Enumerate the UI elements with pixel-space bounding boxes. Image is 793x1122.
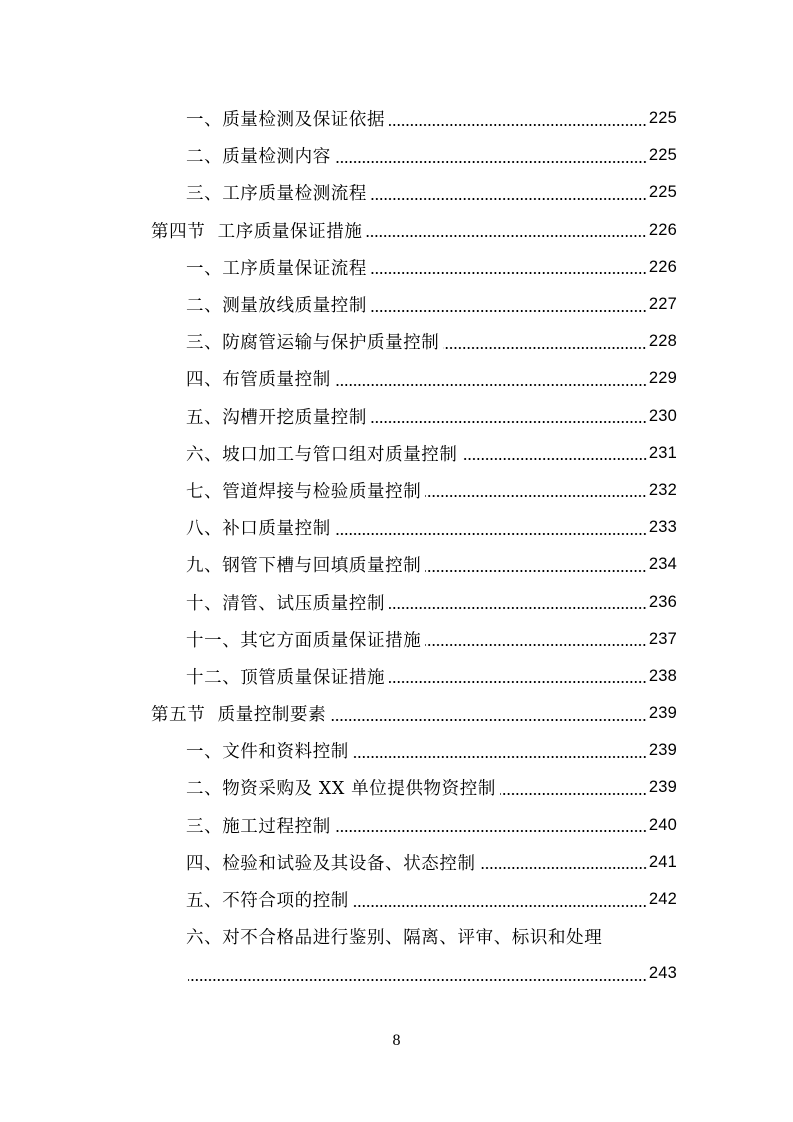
toc-leader-dots bbox=[335, 160, 647, 164]
toc-entry-page: 238 bbox=[648, 666, 677, 685]
toc-entry[interactable] bbox=[0, 881, 677, 918]
toc-leader-dots bbox=[500, 792, 647, 796]
toc-entry-page: 242 bbox=[648, 890, 677, 909]
toc-entry-title: 一、工序质量保证流程 bbox=[186, 258, 367, 279]
toc-entry-page: 230 bbox=[648, 406, 677, 425]
toc-entry-title: 三、工序质量检测流程 bbox=[186, 184, 367, 205]
toc-wrapped-entry[interactable] bbox=[0, 918, 677, 992]
toc-leader-dots bbox=[389, 123, 647, 127]
toc-leader-dots bbox=[425, 643, 647, 647]
toc-leader-dots bbox=[335, 383, 647, 387]
toc-entry[interactable] bbox=[0, 360, 677, 397]
toc-entry[interactable] bbox=[0, 732, 677, 769]
toc-leader-dots bbox=[335, 532, 647, 536]
toc-entry[interactable] bbox=[0, 546, 677, 583]
toc-leader-dots bbox=[371, 197, 647, 201]
toc-entry[interactable] bbox=[0, 621, 677, 658]
toc-entry-page: 236 bbox=[648, 592, 677, 611]
toc-leader-dots bbox=[371, 309, 647, 313]
toc-entry-page: 239 bbox=[648, 778, 677, 797]
toc-entry-title: 八、补口质量控制 bbox=[186, 519, 331, 540]
toc-entry-page: 226 bbox=[648, 220, 677, 239]
toc-leader-dots bbox=[480, 866, 647, 870]
toc-entry-title: 三、施工过程控制 bbox=[186, 816, 331, 837]
toc-leader-dots bbox=[443, 346, 646, 350]
toc-entry-page: 227 bbox=[648, 295, 677, 314]
toc-section-entry[interactable] bbox=[0, 212, 677, 249]
toc-entry-page: 225 bbox=[648, 146, 677, 165]
toc-entry[interactable] bbox=[0, 472, 677, 509]
page-number: 8 bbox=[392, 1032, 401, 1049]
toc-section-entry[interactable] bbox=[0, 695, 677, 732]
toc-entry[interactable] bbox=[0, 435, 677, 472]
toc-leader-dots bbox=[371, 271, 647, 275]
toc-leader-dots bbox=[335, 829, 647, 833]
toc-entry-title: 五、不符合项的控制 bbox=[186, 891, 349, 912]
toc-entry[interactable] bbox=[0, 807, 677, 844]
toc-entry-page: 228 bbox=[648, 332, 677, 351]
toc-entry-title: 五、沟槽开挖质量控制 bbox=[186, 407, 367, 428]
toc-entry-page: 225 bbox=[648, 183, 677, 202]
toc-entry[interactable] bbox=[0, 509, 677, 546]
toc-entry-page: 225 bbox=[648, 109, 677, 128]
toc-entry-page: 229 bbox=[648, 369, 677, 388]
toc-entry-page: 233 bbox=[648, 518, 677, 537]
toc-entry-title: 二、质量检测内容 bbox=[186, 147, 331, 168]
toc-leader-dots bbox=[425, 494, 647, 498]
toc-entry-page: 231 bbox=[648, 443, 677, 462]
toc-leader-line bbox=[186, 955, 677, 992]
toc-entry-title: 七、管道焊接与检验质量控制 bbox=[186, 481, 422, 502]
toc-leader-dots bbox=[366, 234, 646, 238]
toc-entry-title: 六、坡口加工与管口组对质量控制 bbox=[186, 444, 458, 465]
toc-entry-page: 234 bbox=[648, 555, 677, 574]
toc-entry[interactable] bbox=[0, 100, 677, 137]
toc-entry[interactable] bbox=[0, 844, 677, 881]
toc-entry-title: 六、对不合格品进行鉴别、隔离、评审、标识和处理 bbox=[186, 928, 603, 949]
toc-leader-dots bbox=[389, 680, 647, 684]
toc-entry-title: 九、钢管下槽与回填质量控制 bbox=[186, 556, 422, 577]
toc-entry-title: 三、防腐管运输与保护质量控制 bbox=[186, 333, 440, 354]
toc-entry-page: 241 bbox=[648, 852, 677, 871]
toc-entry-page: 232 bbox=[648, 480, 677, 499]
toc-entry-page: 239 bbox=[648, 741, 677, 760]
toc-entry-page: 239 bbox=[648, 704, 677, 723]
toc-entry[interactable] bbox=[0, 398, 677, 435]
toc-entry[interactable] bbox=[0, 323, 677, 360]
toc-entry-page: 226 bbox=[648, 257, 677, 276]
toc-entry-title: 四、检验和试验及其设备、状态控制 bbox=[186, 853, 476, 874]
toc-leader-dots bbox=[371, 420, 647, 424]
toc-entry-title: 四、布管质量控制 bbox=[186, 370, 331, 391]
toc-entry[interactable] bbox=[0, 174, 677, 211]
toc-entry-page: 243 bbox=[648, 964, 677, 983]
toc-entry-title: 二、物资采购及 XX 单位提供物资控制 bbox=[186, 779, 496, 800]
toc-entry[interactable] bbox=[0, 249, 677, 286]
toc-entry-title: 一、质量检测及保证依据 bbox=[186, 110, 386, 131]
toc-entry[interactable] bbox=[0, 769, 677, 806]
toc-entry[interactable] bbox=[0, 137, 677, 174]
toc-leader-dots bbox=[462, 457, 647, 461]
table-of-contents bbox=[0, 100, 793, 993]
toc-leader-dots bbox=[188, 978, 647, 982]
toc-entry-page: 240 bbox=[648, 815, 677, 834]
toc-entry[interactable] bbox=[0, 658, 677, 695]
toc-entry-title: 十二、顶管质量保证措施 bbox=[186, 667, 386, 688]
toc-entry-title: 二、测量放线质量控制 bbox=[186, 296, 367, 317]
toc-entry[interactable] bbox=[0, 583, 677, 620]
toc-leader-dots bbox=[353, 755, 647, 759]
toc-leader-dots bbox=[353, 904, 647, 908]
toc-entry-title: 第四节 工序质量保证措施 bbox=[151, 221, 363, 242]
toc-entry-title: 第五节 质量控制要素 bbox=[151, 705, 327, 726]
toc-entry[interactable] bbox=[0, 286, 677, 323]
toc-entry-title: 十、清管、试压质量控制 bbox=[186, 593, 386, 614]
toc-leader-dots bbox=[425, 569, 647, 573]
toc-leader-dots bbox=[389, 606, 647, 610]
toc-entry-title: 一、文件和资料控制 bbox=[186, 742, 349, 763]
toc-entry-page: 237 bbox=[648, 629, 677, 648]
toc-entry-title: 十一、其它方面质量保证措施 bbox=[186, 630, 422, 651]
toc-leader-dots bbox=[330, 718, 647, 722]
